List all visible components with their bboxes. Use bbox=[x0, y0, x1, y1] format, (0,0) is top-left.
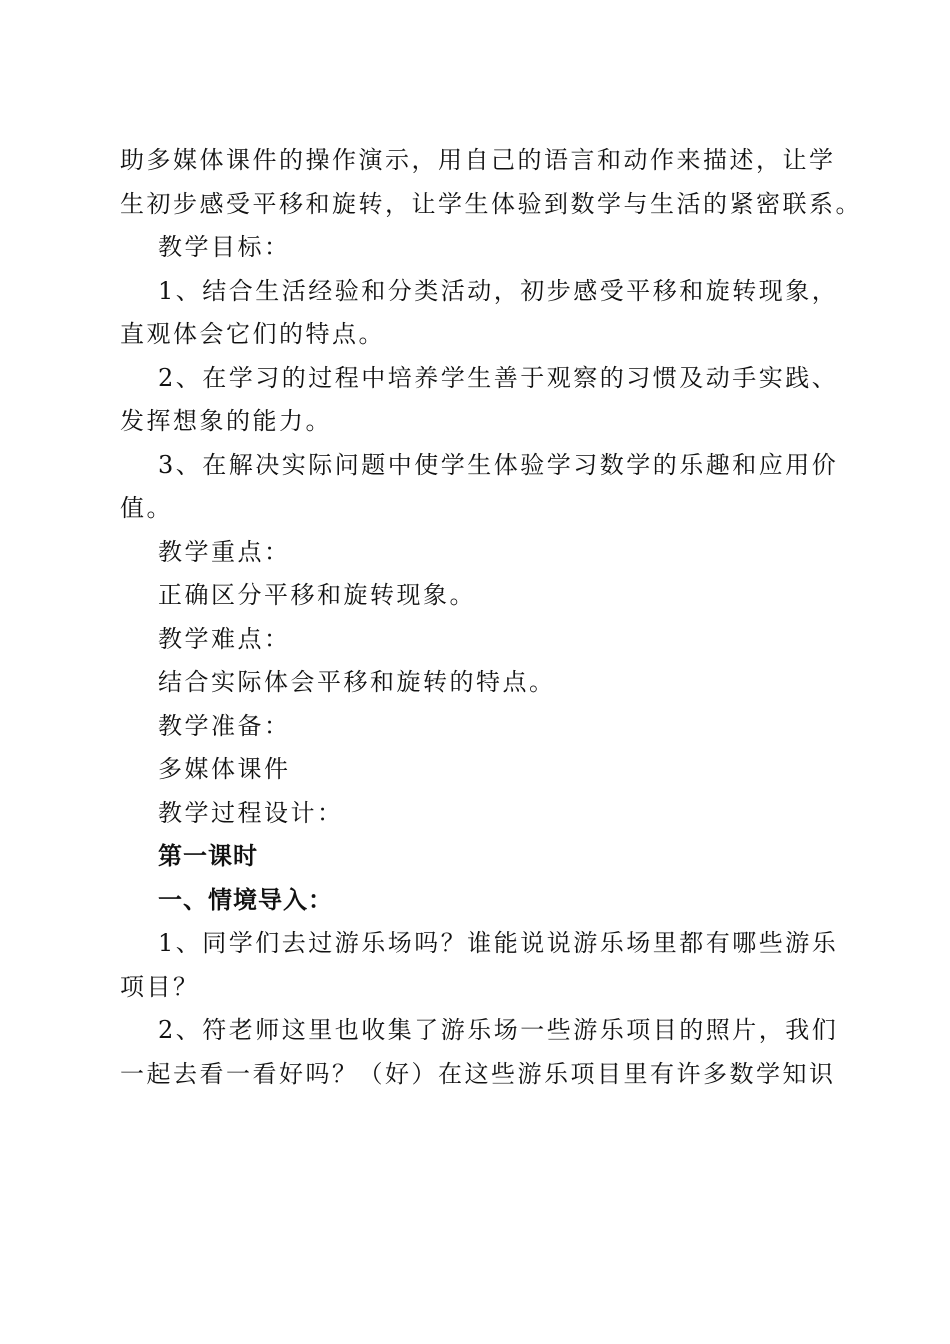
section-label-key-points: 教学重点： bbox=[158, 537, 291, 566]
paragraph-line: 生初步感受平移和旋转，让学生体验到数学与生活的紧密联系。 bbox=[120, 189, 862, 218]
objective-item-2-cont: 发挥想象的能力。 bbox=[120, 407, 332, 435]
lesson-heading: 第一课时 bbox=[158, 842, 258, 870]
section-label-process: 教学过程设计： bbox=[158, 798, 344, 827]
objective-item-1-cont: 直观体会它们的特点。 bbox=[120, 320, 385, 348]
intro-item-1-cont: 项目？ bbox=[120, 972, 200, 1001]
intro-item-2-cont: 一起去看一看好吗？（好）在这些游乐项目里有许多数学知识 bbox=[120, 1059, 836, 1088]
paragraph-line: 助多媒体课件的操作演示，用自己的语言和动作来描述，让学 bbox=[120, 146, 836, 174]
section-heading-intro: 一、情境导入： bbox=[158, 885, 333, 914]
objective-item-2: 2、在学习的过程中培养学生善于观察的习惯及动手实践、 bbox=[158, 363, 839, 392]
preparation-text: 多媒体课件 bbox=[158, 755, 291, 783]
objective-item-3: 3、在解决实际问题中使学生体验学习数学的乐趣和应用价 bbox=[158, 450, 839, 479]
key-points-text: 正确区分平移和旋转现象。 bbox=[158, 581, 476, 609]
difficulties-text: 结合实际体会平移和旋转的特点。 bbox=[158, 668, 556, 696]
objective-item-3-cont: 值。 bbox=[120, 494, 173, 522]
objective-item-1: 1、结合生活经验和分类活动，初步感受平移和旋转现象， bbox=[158, 276, 839, 305]
document-page bbox=[120, 139, 862, 1096]
section-label-objectives: 教学目标： bbox=[158, 233, 291, 261]
intro-item-1: 1、同学们去过游乐场吗？谁能说说游乐场里都有哪些游乐 bbox=[158, 929, 839, 957]
section-label-preparation: 教学准备： bbox=[158, 711, 291, 740]
section-label-difficulties: 教学难点： bbox=[158, 624, 291, 653]
intro-item-2: 2、符老师这里也收集了游乐场一些游乐项目的照片，我们 bbox=[158, 1016, 839, 1044]
